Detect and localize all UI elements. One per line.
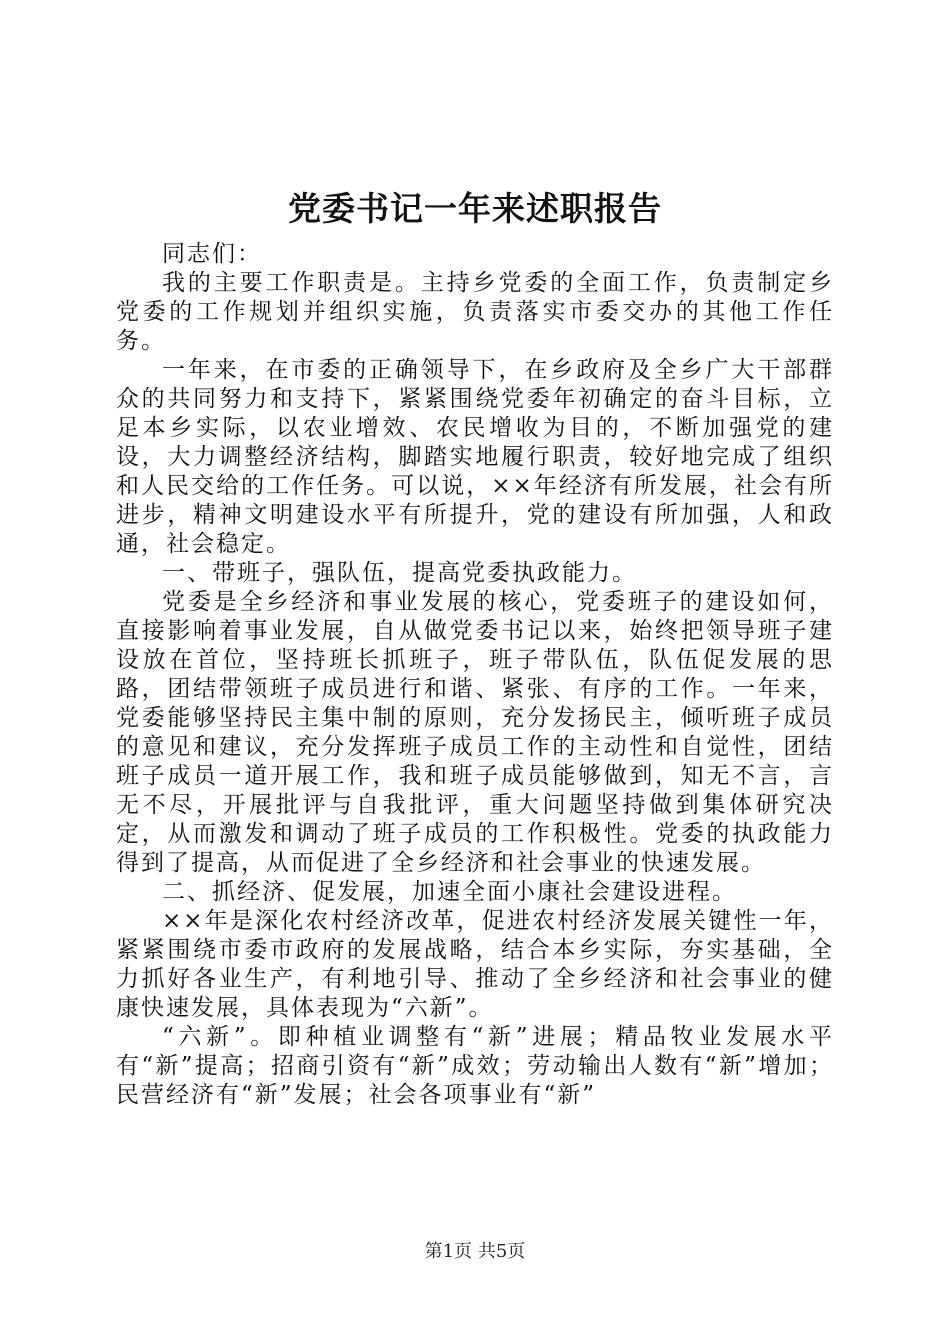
salutation: 同志们： — [162, 241, 262, 267]
paragraph-overview: 一年来，在市委的正确领导下，在乡政府及全乡广大干部群众的共同努力和支持下，紧紧围绕党委年初确定的奋斗目标，立足本乡实际，以农业增效、农民增收为目的，不断加强党的建设，大力调整经济结构，脚踏实地履行职责，较好地完成了组织和人民交给的工作任务。可以说，××年经济有所发展，社会有所进步，精神文明建设水平有所提升，党的建设有所加强，人和政通，社会稳定。 — [116, 357, 834, 557]
paragraph-team-building: 党委是全乡经济和事业发展的核心，党委班子的建设如何，直接影响着事业发展，自从做党委书记以来，始终把领导班子建设放在首位，坚持班长抓班子，班子带队伍，队伍促发展的思路，团结带领班子成员进行和谐、紧张、有序的工作。一年来，党委能够坚持民主集中制的原则，充分发扬民主，倾听班子成员的意见和建议，充分发挥班子成员工作的主动性和自觉性，团结班子成员一道开展工作，我和班子成员能够做到，知无不言，言无不尽，开展批评与自我批评，重大问题坚持做到集体研究决定，从而激发和调动了班子成员的工作积极性。党委的执政能力得到了提高，从而促进了全乡经济和社会事业的快速发展。 — [116, 589, 834, 876]
document-body — [116, 240, 834, 1110]
document-title: 党委书记一年来述职报告 — [288, 189, 662, 228]
paragraph-duties: 我的主要工作职责是。主持乡党委的全面工作，负责制定乡党委的工作规划并组织实施，负责落实市委交办的其他工作任务。 — [116, 270, 834, 354]
section-heading-2: 二、抓经济、促发展，加速全面小康社会建设进程。 — [162, 879, 737, 905]
paragraph-six-new: “六新”。即种植业调整有“新”进展；精品牧业发展水平有“新”提高；招商引资有“新”成效；劳动输出人数有“新”增加；民营经济有“新”发展；社会各项事业有“新” — [116, 1024, 834, 1108]
section-heading-1: 一、带班子，强队伍，提高党委执政能力。 — [162, 560, 637, 586]
page-footer: 第1页 共5页 — [424, 1241, 526, 1262]
paragraph-economy: ××年是深化农村经济改革，促进农村经济发展关键性一年，紧紧围绕市委市政府的发展战略，结合本乡实际，夯实基础，全力抓好各业生产，有利地引导、推动了全乡经济和社会事业的健康快速发展，具体表现为“六新”。 — [116, 908, 834, 1021]
